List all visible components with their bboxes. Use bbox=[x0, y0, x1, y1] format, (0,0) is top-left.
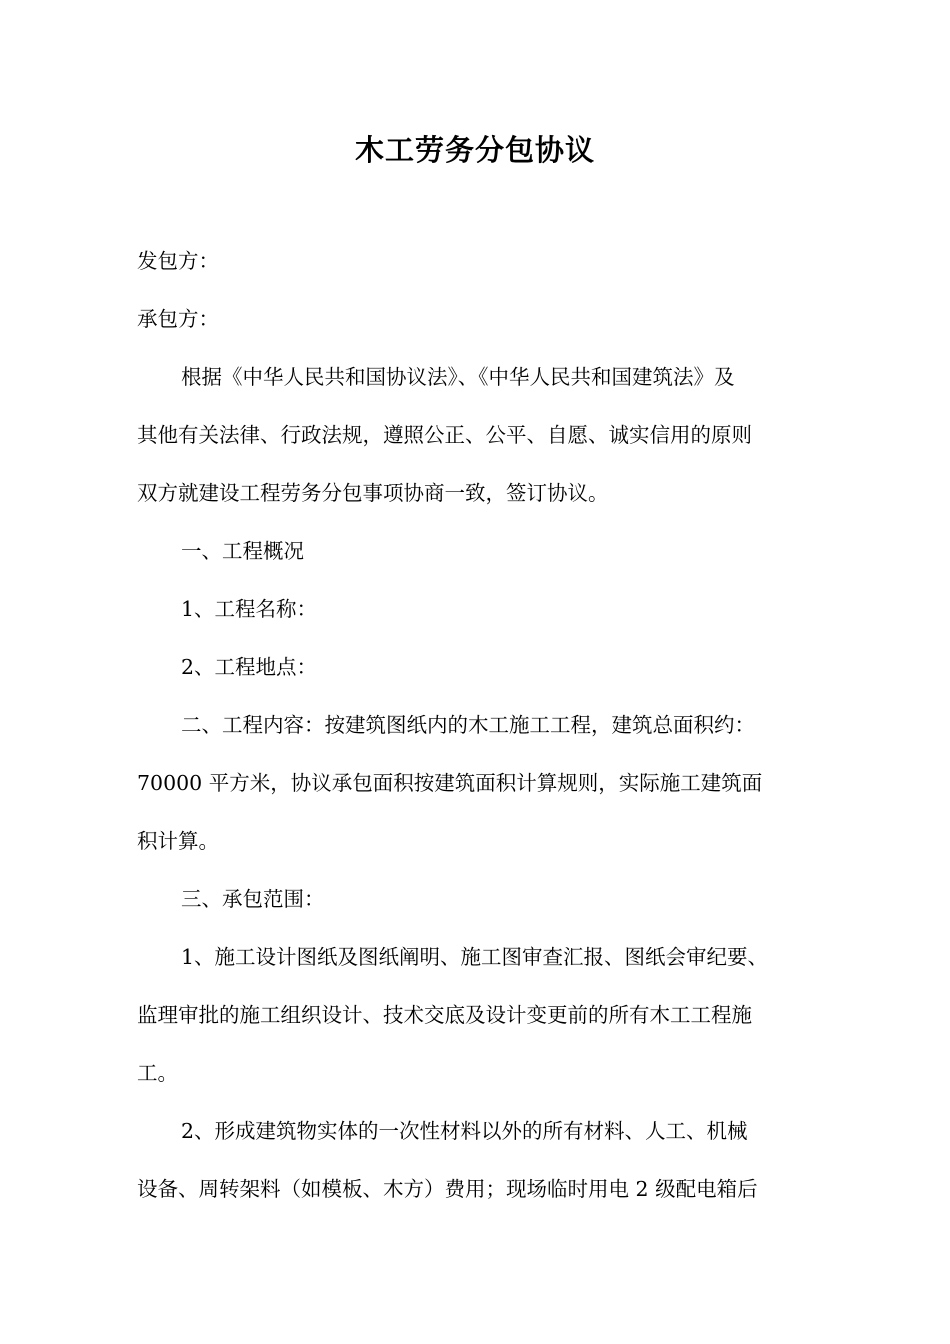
document-body bbox=[137, 232, 827, 1218]
paragraph-line: 其他有关法律、行政法规，遵照公正、公平、自愿、诚实信用的原则 bbox=[137, 423, 752, 447]
paragraph-line: 1、工程名称： bbox=[181, 597, 318, 621]
section-heading: 三、承包范围： bbox=[181, 887, 325, 911]
document-title: 木工劳务分包协议 bbox=[354, 133, 595, 167]
paragraph-line: 设备、周转架料（如模板、木方）费用；现场临时用电 2 级配电箱后 bbox=[137, 1177, 758, 1201]
paragraph-line: 2、工程地点： bbox=[181, 655, 318, 679]
section-heading: 一、工程概况 bbox=[181, 539, 304, 563]
paragraph-line: 监理审批的施工组织设计、技术交底及设计变更前的所有木工工程施 bbox=[137, 1003, 752, 1027]
paragraph-line: 积计算。 bbox=[137, 829, 219, 853]
paragraph-line: 工。 bbox=[137, 1061, 178, 1085]
paragraph-line: 双方就建设工程劳务分包事项协商一致，签订协议。 bbox=[137, 481, 609, 505]
line-issuer: 发包方： bbox=[137, 249, 219, 273]
paragraph-line: 2、形成建筑物实体的一次性材料以外的所有材料、人工、机械 bbox=[181, 1119, 748, 1143]
paragraph-line: 根据《中华人民共和国协议法》、《中华人民共和国建筑法》及 bbox=[181, 365, 735, 389]
paragraph-line: 70000 平方米，协议承包面积按建筑面积计算规则，实际施工建筑面 bbox=[137, 771, 763, 795]
section-heading: 二、工程内容：按建筑图纸内的木工施工工程，建筑总面积约： bbox=[181, 713, 755, 737]
line-contractor: 承包方： bbox=[137, 307, 219, 331]
paragraph-line: 1、施工设计图纸及图纸阐明、施工图审查汇报、图纸会审纪要、 bbox=[181, 945, 769, 969]
